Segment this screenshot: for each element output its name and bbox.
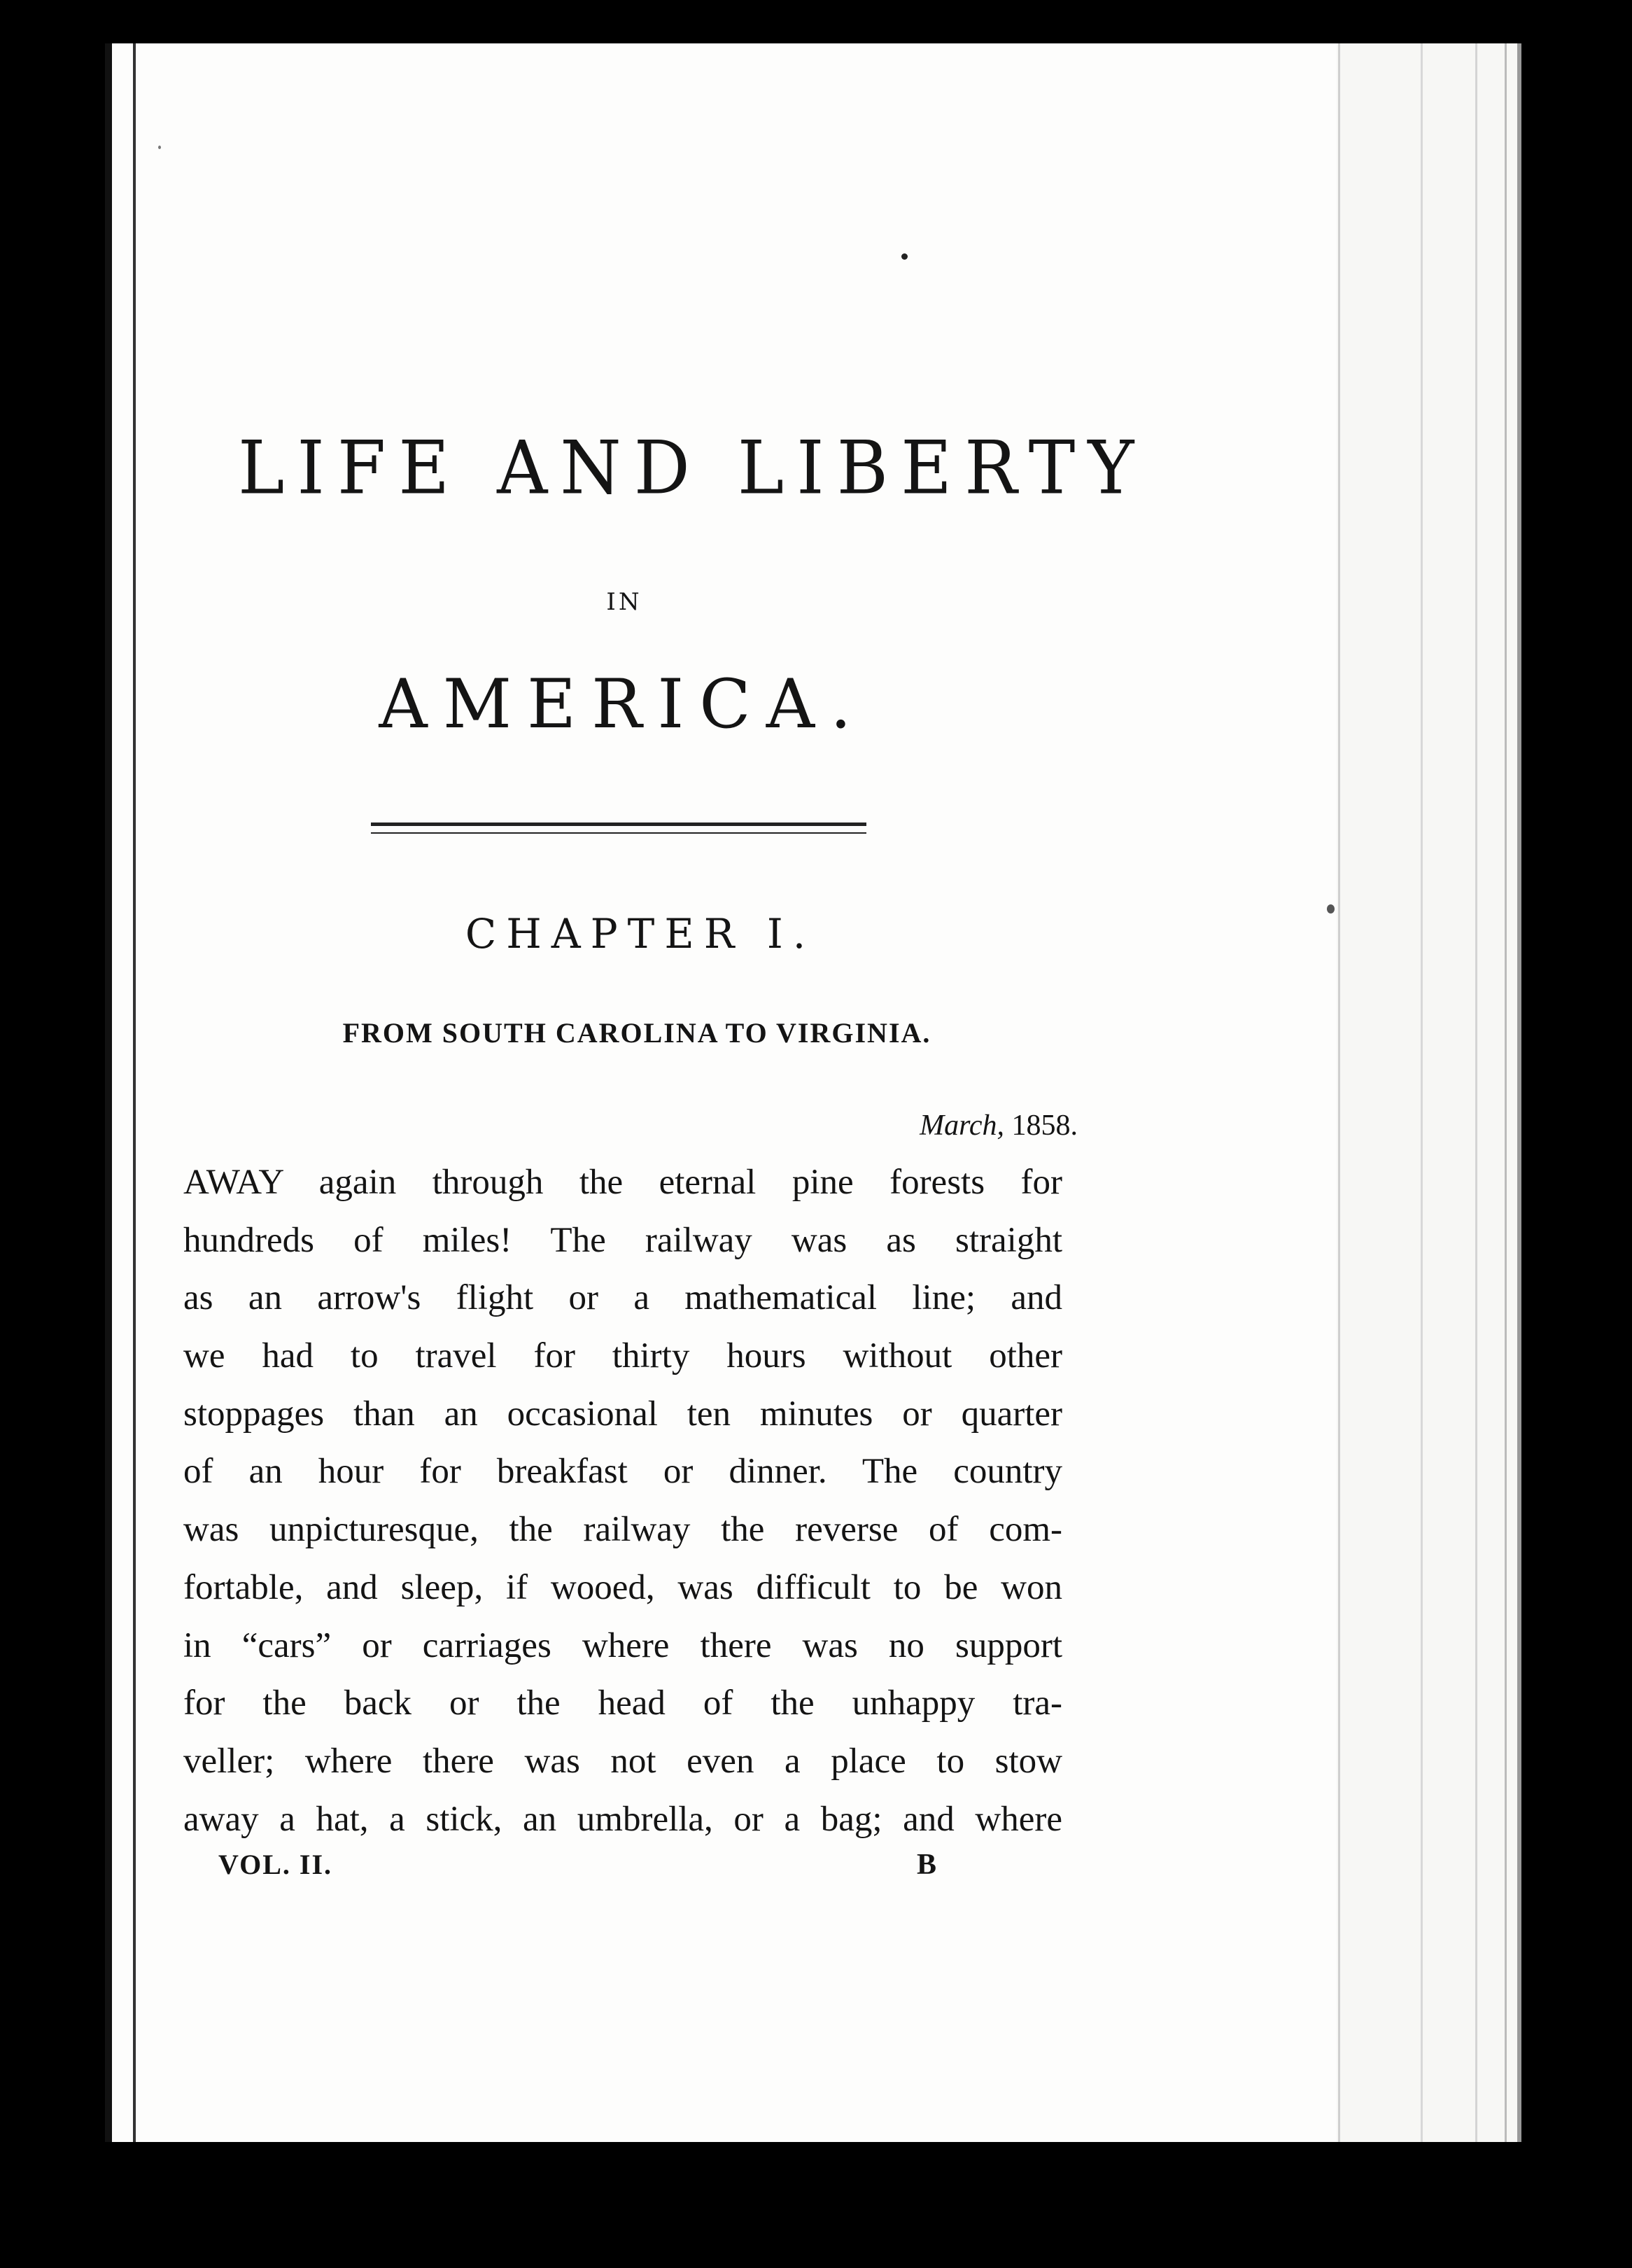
date-year: 1858. bbox=[1011, 1110, 1078, 1142]
binding-edge-inner bbox=[133, 43, 136, 2142]
page-edge-line bbox=[1421, 43, 1423, 2142]
body-line: stoppages than an occasional ten minutes or quarter bbox=[183, 1394, 1062, 1434]
body-line: as an arrow's flight or a mathematical line; and bbox=[183, 1278, 1062, 1318]
body-line: hundreds of miles! The railway was as straight bbox=[183, 1220, 1062, 1260]
body-line: in “cars” or carriages where there was no support bbox=[183, 1625, 1062, 1665]
binding-edge bbox=[105, 43, 112, 2142]
chapter-date bbox=[812, 1109, 1078, 1142]
volume-marker: VOL. II. bbox=[218, 1849, 333, 1880]
page-edges bbox=[1337, 43, 1519, 2142]
ink-speck bbox=[1327, 904, 1335, 913]
body-line: was unpicturesque, the railway the reverse of com- bbox=[183, 1510, 1062, 1550]
body-line: away a hat, a stick, an umbrella, or a bag; and where bbox=[183, 1799, 1062, 1839]
chapter-heading: CHAPTER I. bbox=[465, 910, 816, 958]
chapter-subheading: FROM SOUTH CAROLINA TO VIRGINIA. bbox=[342, 1017, 931, 1049]
page-edge-line bbox=[1338, 43, 1340, 2142]
book-title-line1: LIFE AND LIBERTY bbox=[238, 425, 1147, 511]
body-line: fortable, and sleep, if wooed, was difficult to be won bbox=[183, 1567, 1062, 1607]
page-edge-line bbox=[1505, 43, 1507, 2142]
book-title-line2: AMERICA. bbox=[379, 665, 867, 743]
ink-speck bbox=[901, 253, 908, 260]
body-line: AWAY again through the eternal pine forests for bbox=[183, 1163, 1062, 1202]
body-line: veller; where there was not even a place to stow bbox=[183, 1741, 1062, 1781]
body-paragraph bbox=[183, 1154, 1062, 1848]
body-line: for the back or the head of the unhappy tra- bbox=[183, 1684, 1062, 1723]
page-edge-line bbox=[1475, 43, 1477, 2142]
page-edge-line bbox=[1517, 43, 1521, 2142]
ink-speck bbox=[158, 146, 161, 149]
signature-mark: B bbox=[917, 1849, 937, 1881]
date-month: March, bbox=[920, 1110, 1004, 1142]
body-line: of an hour for breakfast or dinner. The country bbox=[183, 1452, 1062, 1492]
book-title-connector: IN bbox=[606, 588, 642, 616]
title-rule-thin bbox=[371, 832, 866, 834]
body-line: we had to travel for thirty hours without other bbox=[183, 1336, 1062, 1376]
title-rule-thick bbox=[371, 822, 866, 826]
